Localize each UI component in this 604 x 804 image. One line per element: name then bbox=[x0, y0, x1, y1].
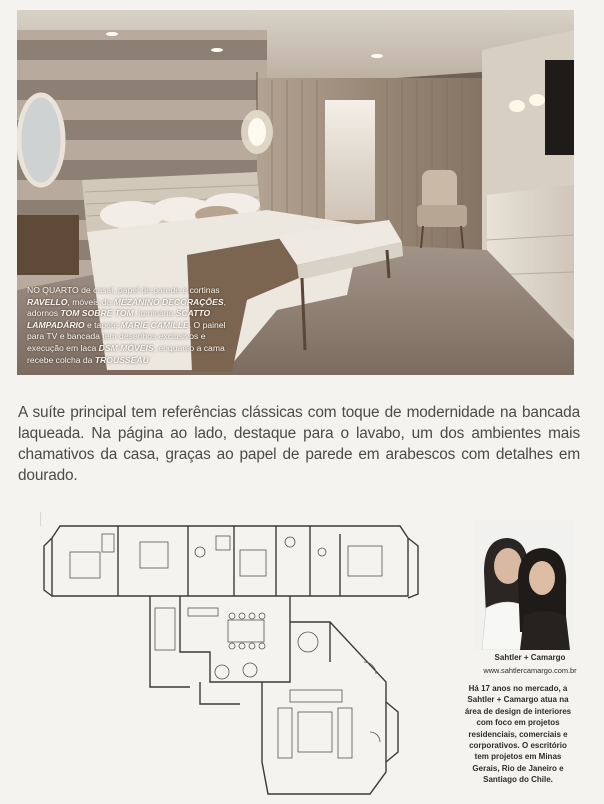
window bbox=[325, 100, 375, 220]
photo-caption bbox=[27, 285, 242, 366]
intro-paragraph: A suíte principal tem referências clássicas com toque de modernidade na bancada laqueada. Na página ao lado, destaque para o lavabo, um dos ambientes mais chamativos da casa, graças ao papel de parede em arabescos com detalhes em dourado. bbox=[18, 404, 580, 484]
designer-bio: Há 17 anos no mercado, a Sahtler + Camargo atua na área de design de interiores com foco em projetos residenciais, comerciais e corporativos. O escritório tem projetos em Minas Gerais, Rio de Janeiro e Santiago do Chile. bbox=[464, 684, 572, 785]
floor-plan-icon bbox=[40, 512, 470, 802]
caption-brand: TOM SOBRE TOM bbox=[60, 308, 134, 319]
caption-text: , enquanto a cama recebe colcha da bbox=[27, 342, 225, 365]
ornate-mirror bbox=[19, 95, 63, 185]
bedroom-photo bbox=[17, 10, 574, 375]
caption-brand: MARIE CAMILLE bbox=[120, 319, 189, 330]
caption-text: . O painel para TV e bancada tem desenhos exclusivos e execução em laca bbox=[27, 319, 226, 353]
caption-brand: RAVELLO bbox=[27, 296, 68, 307]
designer-website: www.sahtlercamargo.com.br bbox=[483, 666, 577, 675]
caption-text: , adornos bbox=[27, 296, 226, 319]
designers-portrait bbox=[474, 520, 574, 650]
tv bbox=[545, 60, 574, 155]
caption-brand: DSM MÓVEIS bbox=[98, 342, 154, 353]
portrait-icon bbox=[474, 520, 574, 650]
caption-text: e tapete bbox=[84, 319, 121, 330]
caption-brand: MEZANINO DECORAÇÕES bbox=[113, 296, 224, 307]
caption-brand: SCATTO LAMPADÁRIO bbox=[27, 308, 211, 330]
designer-name: Sahtler + Camargo bbox=[494, 653, 566, 662]
caption-text: , móveis da bbox=[67, 296, 114, 307]
caption-brand: TROUSSEAU bbox=[94, 354, 149, 365]
caption-text: NO QUARTO de casal, papel de parede e cortinas bbox=[27, 285, 220, 295]
caption-text: , luminária bbox=[133, 308, 176, 319]
